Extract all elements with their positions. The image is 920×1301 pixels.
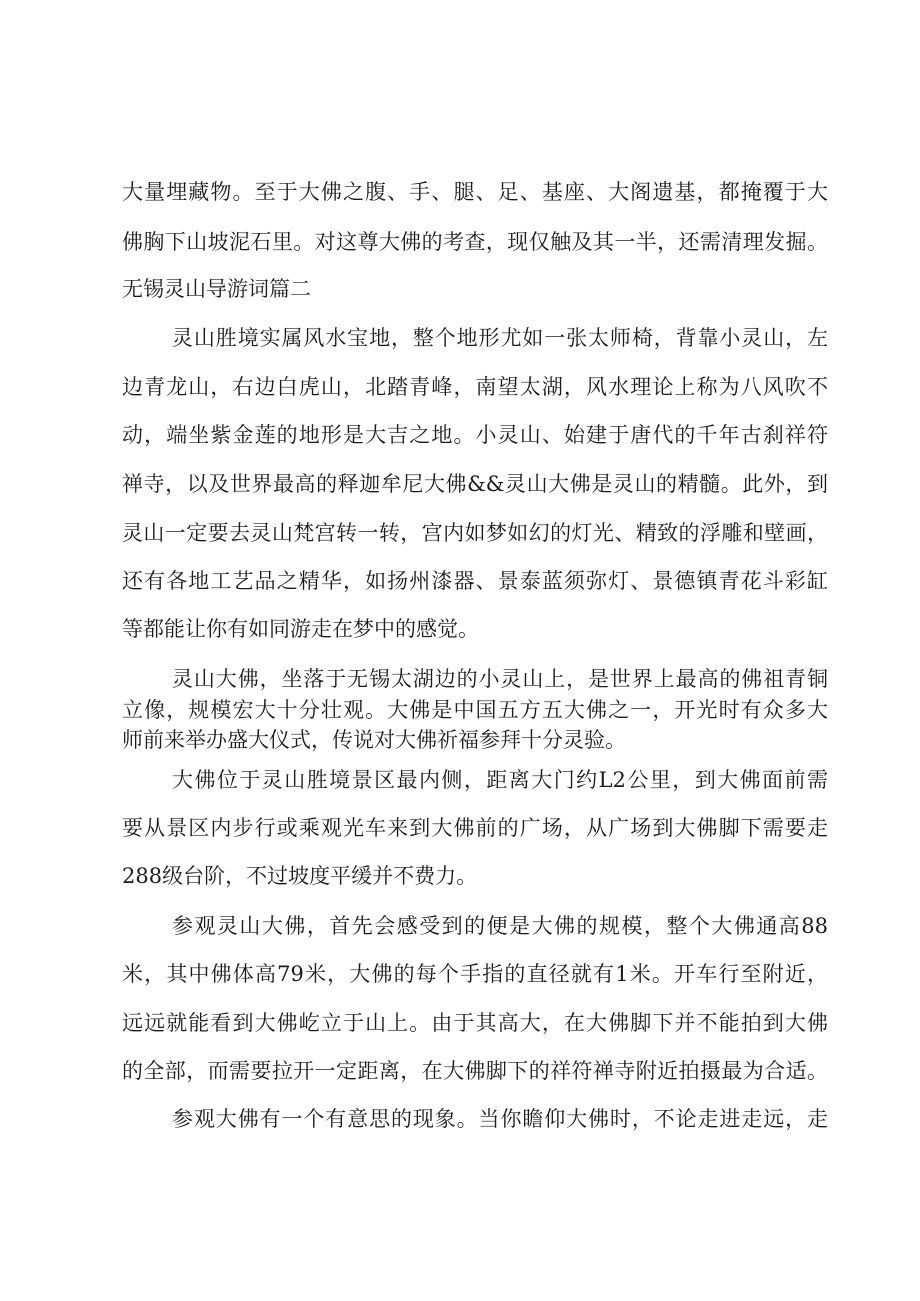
- paragraph-line: 288级台阶，不过坡度平缓并不费力。: [122, 864, 478, 888]
- continuation-line: 佛胸下山坡泥石里。对这尊大佛的考查，现仅触及其一半，还需清理发掘。: [122, 230, 828, 254]
- paragraph-line: 立像，规模宏大十分壮观。大佛是中国五方五大佛之一，开光时有众多大: [122, 698, 828, 722]
- paragraph-line: 参观大佛有一个有意思的现象。当你瞻仰大佛时，不论走进走远，走: [172, 1107, 828, 1131]
- section-title: 无锡灵山导游词篇二: [122, 277, 311, 301]
- paragraph-line: 大佛位于灵山胜境景区最内侧，距离大门约L2公里，到大佛面前需: [172, 768, 828, 792]
- paragraph-line: 远远就能看到大佛屹立于山上。由于其高大，在大佛脚下并不能拍到大佛: [122, 1011, 828, 1035]
- paragraph-line: 灵山一定要去灵山梵宫转一转，宫内如梦如幻的灯光、精致的浮雕和壁画，: [122, 521, 828, 545]
- paragraph-line: 师前来举办盛大仪式，传说对大佛祈福参拜十分灵验。: [122, 728, 626, 752]
- paragraph-line: 灵山胜境实属风水宝地，整个地形尤如一张太师椅，背靠小灵山，左: [172, 326, 828, 350]
- paragraph-line: 要从景区内步行或乘观光车来到大佛前的广场，从广场到大佛脚下需要走: [122, 816, 828, 840]
- paragraph-line: 动，端坐紫金莲的地形是大吉之地。小灵山、始建于唐代的千年古刹祥符: [122, 423, 828, 447]
- paragraph-line: 参观灵山大佛，首先会感受到的便是大佛的规模，整个大佛通高88: [172, 914, 828, 938]
- paragraph-line: 灵山大佛，坐落于无锡太湖边的小灵山上，是世界上最高的佛祖青铜: [172, 667, 828, 691]
- paragraph-line: 禅寺，以及世界最高的释迦牟尼大佛&&灵山大佛是灵山的精髓。此外，到: [122, 472, 828, 496]
- paragraph-line: 还有各地工艺品之精华，如扬州漆器、景泰蓝须弥灯、景德镇青花斗彩缸: [122, 569, 828, 593]
- paragraph-line: 等都能让你有如同游走在梦中的感觉。: [122, 617, 479, 641]
- paragraph-line: 的全部，而需要拉开一定距离，在大佛脚下的祥符禅寺附近拍摄最为合适。: [122, 1059, 828, 1083]
- paragraph-line: 米，其中佛体高79米，大佛的每个手指的直径就有1米。开车行至附近，: [122, 962, 828, 986]
- paragraph-line: 边青龙山，右边白虎山，北踏青峰，南望太湖，风水理论上称为八风吹不: [122, 375, 828, 399]
- continuation-line: 大量埋藏物。至于大佛之腹、手、腿、足、基座、大阁遗基，都掩覆于大: [122, 180, 828, 204]
